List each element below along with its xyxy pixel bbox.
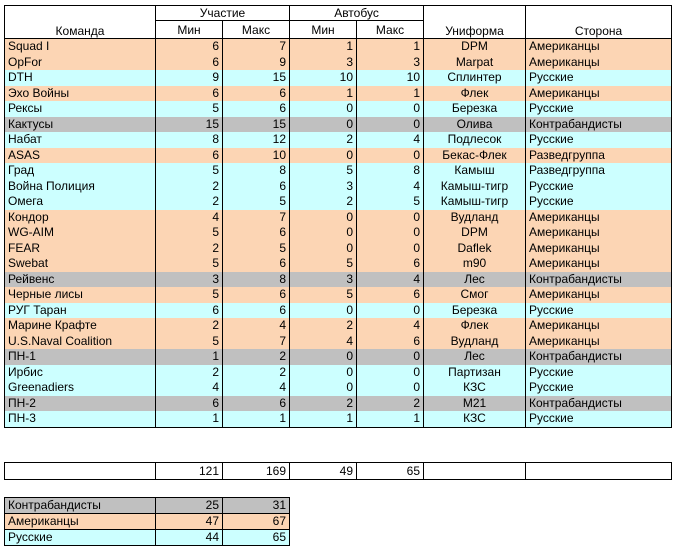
- bus-max-cell: 4: [357, 179, 424, 195]
- teams-table: [4, 5, 672, 428]
- uniform-cell: Вудланд: [424, 210, 526, 226]
- team-name-cell: WG-AIM: [5, 225, 156, 241]
- participation-max-cell: 6: [223, 101, 290, 117]
- team-name-cell: Squad I: [5, 39, 156, 55]
- team-name-cell: ПН-1: [5, 349, 156, 365]
- table-row: [5, 380, 672, 396]
- bus-min-cell: 1: [290, 39, 357, 55]
- header-bus-min: Мин: [290, 21, 357, 39]
- bus-max-cell: 0: [357, 365, 424, 381]
- uniform-cell: Камыш-тигр: [424, 194, 526, 210]
- participation-min-cell: 9: [156, 70, 223, 86]
- uniform-cell: Daflek: [424, 241, 526, 257]
- totals-row: [5, 463, 672, 480]
- bus-min-cell: 2: [290, 132, 357, 148]
- uniform-cell: Смог: [424, 287, 526, 303]
- summary-max-cell: 65: [223, 530, 290, 546]
- table-row: [5, 349, 672, 365]
- bus-max-cell: 0: [357, 380, 424, 396]
- participation-min-cell: 2: [156, 179, 223, 195]
- table-row: [5, 132, 672, 148]
- team-name-cell: Град: [5, 163, 156, 179]
- participation-max-cell: 8: [223, 272, 290, 288]
- participation-min-cell: 3: [156, 272, 223, 288]
- participation-min-cell: 6: [156, 148, 223, 164]
- bus-max-cell: 4: [357, 132, 424, 148]
- participation-max-cell: 6: [223, 179, 290, 195]
- summary-side-cell: Контрабандисты: [5, 498, 156, 514]
- bus-min-cell: 3: [290, 179, 357, 195]
- summary-min-cell: 47: [156, 514, 223, 530]
- participation-max-cell: 5: [223, 241, 290, 257]
- participation-min-cell: 2: [156, 194, 223, 210]
- participation-max-cell: 15: [223, 70, 290, 86]
- header-participation-min: Мин: [156, 21, 223, 39]
- participation-max-cell: 6: [223, 225, 290, 241]
- team-name-cell: ASAS: [5, 148, 156, 164]
- team-name-cell: Набат: [5, 132, 156, 148]
- table-row: [5, 70, 672, 86]
- bus-min-cell: 4: [290, 334, 357, 350]
- table-row: [5, 101, 672, 117]
- uniform-cell: Marpat: [424, 55, 526, 71]
- participation-max-cell: 1: [223, 411, 290, 427]
- participation-min-cell: 2: [156, 318, 223, 334]
- participation-min-cell: 5: [156, 256, 223, 272]
- side-cell: Американцы: [526, 39, 672, 55]
- team-name-cell: Рексы: [5, 101, 156, 117]
- table-row: [5, 256, 672, 272]
- participation-max-cell: 5: [223, 194, 290, 210]
- uniform-cell: m90: [424, 256, 526, 272]
- side-cell: Американцы: [526, 334, 672, 350]
- side-cell: Американцы: [526, 210, 672, 226]
- bus-min-cell: 2: [290, 396, 357, 412]
- bus-min-cell: 0: [290, 380, 357, 396]
- totals-table: [4, 462, 672, 480]
- side-cell: Русские: [526, 132, 672, 148]
- bus-max-cell: 8: [357, 163, 424, 179]
- participation-min-cell: 4: [156, 210, 223, 226]
- bus-max-cell: 6: [357, 334, 424, 350]
- bus-max-cell: 0: [357, 210, 424, 226]
- table-row: [5, 318, 672, 334]
- bus-min-cell: 2: [290, 318, 357, 334]
- bus-max-cell: 1: [357, 411, 424, 427]
- bus-max-cell: 0: [357, 148, 424, 164]
- participation-min-cell: 6: [156, 396, 223, 412]
- team-name-cell: Омега: [5, 194, 156, 210]
- table-row: [5, 225, 672, 241]
- participation-min-cell: 5: [156, 287, 223, 303]
- team-name-cell: FEAR: [5, 241, 156, 257]
- participation-min-cell: 5: [156, 225, 223, 241]
- participation-min-cell: 4: [156, 380, 223, 396]
- bus-min-cell: 0: [290, 148, 357, 164]
- total-bus-min: 49: [290, 463, 357, 480]
- header-bus: Автобус: [290, 6, 424, 21]
- uniform-cell: DPM: [424, 39, 526, 55]
- participation-max-cell: 2: [223, 349, 290, 365]
- bus-max-cell: 0: [357, 101, 424, 117]
- bus-max-cell: 0: [357, 225, 424, 241]
- side-cell: Американцы: [526, 225, 672, 241]
- side-cell: Американцы: [526, 86, 672, 102]
- bus-max-cell: 10: [357, 70, 424, 86]
- team-name-cell: Greenadiers: [5, 380, 156, 396]
- side-cell: Американцы: [526, 241, 672, 257]
- summary-table: [4, 497, 290, 546]
- header-bus-max: Макс: [357, 21, 424, 39]
- side-cell: Контрабандисты: [526, 349, 672, 365]
- side-cell: Русские: [526, 101, 672, 117]
- bus-min-cell: 1: [290, 411, 357, 427]
- team-name-cell: РУГ Таран: [5, 303, 156, 319]
- team-name-cell: Марине Крафте: [5, 318, 156, 334]
- table-row: [5, 272, 672, 288]
- participation-max-cell: 2: [223, 365, 290, 381]
- table-row: [5, 194, 672, 210]
- bus-max-cell: 1: [357, 86, 424, 102]
- table-row: [5, 365, 672, 381]
- side-cell: Американцы: [526, 256, 672, 272]
- side-cell: Контрабандисты: [526, 272, 672, 288]
- uniform-cell: Флек: [424, 86, 526, 102]
- participation-max-cell: 6: [223, 396, 290, 412]
- header-participation: Участие: [156, 6, 290, 21]
- totals-blank-uniform: [424, 463, 526, 480]
- team-name-cell: Война Полиция: [5, 179, 156, 195]
- bus-min-cell: 10: [290, 70, 357, 86]
- participation-min-cell: 6: [156, 303, 223, 319]
- participation-max-cell: 8: [223, 163, 290, 179]
- uniform-cell: M21: [424, 396, 526, 412]
- bus-min-cell: 0: [290, 210, 357, 226]
- uniform-cell: Лес: [424, 272, 526, 288]
- uniform-cell: Березка: [424, 101, 526, 117]
- side-cell: Русские: [526, 303, 672, 319]
- team-name-cell: Рейвенс: [5, 272, 156, 288]
- bus-max-cell: 3: [357, 55, 424, 71]
- bus-max-cell: 0: [357, 117, 424, 133]
- bus-max-cell: 5: [357, 194, 424, 210]
- participation-min-cell: 1: [156, 349, 223, 365]
- bus-max-cell: 1: [357, 39, 424, 55]
- bus-min-cell: 0: [290, 117, 357, 133]
- participation-max-cell: 4: [223, 380, 290, 396]
- team-name-cell: Черные лисы: [5, 287, 156, 303]
- side-cell: Контрабандисты: [526, 396, 672, 412]
- uniform-cell: Бекас-Флек: [424, 148, 526, 164]
- participation-max-cell: 6: [223, 256, 290, 272]
- bus-min-cell: 2: [290, 194, 357, 210]
- participation-min-cell: 5: [156, 334, 223, 350]
- participation-max-cell: 9: [223, 55, 290, 71]
- participation-min-cell: 5: [156, 101, 223, 117]
- participation-min-cell: 5: [156, 163, 223, 179]
- uniform-cell: Партизан: [424, 365, 526, 381]
- bus-max-cell: 2: [357, 396, 424, 412]
- table-row: [5, 39, 672, 55]
- summary-row: [5, 514, 290, 530]
- participation-min-cell: 8: [156, 132, 223, 148]
- bus-min-cell: 0: [290, 349, 357, 365]
- total-bus-max: 65: [357, 463, 424, 480]
- side-cell: Русские: [526, 70, 672, 86]
- uniform-cell: Лес: [424, 349, 526, 365]
- header-team: Команда: [5, 6, 156, 39]
- participation-max-cell: 7: [223, 39, 290, 55]
- header-row-groups: [5, 6, 672, 21]
- totals-blank: [5, 463, 156, 480]
- uniform-cell: Сплинтер: [424, 70, 526, 86]
- total-participation-max: 169: [223, 463, 290, 480]
- table-row: [5, 86, 672, 102]
- participation-max-cell: 7: [223, 210, 290, 226]
- table-row: [5, 55, 672, 71]
- header-side: Сторона: [526, 6, 672, 39]
- bus-min-cell: 3: [290, 272, 357, 288]
- participation-max-cell: 12: [223, 132, 290, 148]
- bus-max-cell: 4: [357, 318, 424, 334]
- header-uniform: Униформа: [424, 6, 526, 39]
- participation-max-cell: 7: [223, 334, 290, 350]
- table-row: [5, 334, 672, 350]
- participation-max-cell: 6: [223, 303, 290, 319]
- table-row: [5, 411, 672, 427]
- team-name-cell: ПН-3: [5, 411, 156, 427]
- team-name-cell: ПН-2: [5, 396, 156, 412]
- uniform-cell: Флек: [424, 318, 526, 334]
- participation-min-cell: 2: [156, 241, 223, 257]
- bus-min-cell: 0: [290, 365, 357, 381]
- bus-min-cell: 3: [290, 55, 357, 71]
- participation-max-cell: 4: [223, 318, 290, 334]
- side-cell: Контрабандисты: [526, 117, 672, 133]
- team-name-cell: Эхо Войны: [5, 86, 156, 102]
- side-cell: Американцы: [526, 55, 672, 71]
- summary-row: [5, 498, 290, 514]
- side-cell: Разведгруппа: [526, 148, 672, 164]
- table-row: [5, 179, 672, 195]
- table-row: [5, 287, 672, 303]
- bus-max-cell: 0: [357, 303, 424, 319]
- bus-min-cell: 0: [290, 303, 357, 319]
- table-row: [5, 117, 672, 133]
- header-participation-max: Макс: [223, 21, 290, 39]
- bus-min-cell: 0: [290, 241, 357, 257]
- bus-max-cell: 6: [357, 287, 424, 303]
- team-name-cell: Swebat: [5, 256, 156, 272]
- participation-min-cell: 15: [156, 117, 223, 133]
- side-cell: Разведгруппа: [526, 163, 672, 179]
- teams-body: [5, 39, 672, 428]
- table-row: [5, 303, 672, 319]
- participation-max-cell: 15: [223, 117, 290, 133]
- bus-min-cell: 5: [290, 256, 357, 272]
- summary-body: [5, 498, 290, 546]
- table-row: [5, 163, 672, 179]
- summary-row: [5, 530, 290, 546]
- summary-side-cell: Русские: [5, 530, 156, 546]
- participation-min-cell: 2: [156, 365, 223, 381]
- side-cell: Русские: [526, 365, 672, 381]
- uniform-cell: Вудланд: [424, 334, 526, 350]
- participation-max-cell: 10: [223, 148, 290, 164]
- bus-max-cell: 4: [357, 272, 424, 288]
- participation-min-cell: 6: [156, 86, 223, 102]
- table-row: [5, 210, 672, 226]
- team-name-cell: Кактусы: [5, 117, 156, 133]
- side-cell: Русские: [526, 179, 672, 195]
- total-participation-min: 121: [156, 463, 223, 480]
- uniform-cell: DPM: [424, 225, 526, 241]
- participation-max-cell: 6: [223, 287, 290, 303]
- side-cell: Американцы: [526, 318, 672, 334]
- bus-max-cell: 0: [357, 241, 424, 257]
- summary-side-cell: Американцы: [5, 514, 156, 530]
- team-name-cell: OpFor: [5, 55, 156, 71]
- table-row: [5, 148, 672, 164]
- bus-min-cell: 0: [290, 101, 357, 117]
- summary-min-cell: 44: [156, 530, 223, 546]
- team-name-cell: U.S.Naval Coalition: [5, 334, 156, 350]
- table-row: [5, 396, 672, 412]
- team-name-cell: Кондор: [5, 210, 156, 226]
- side-cell: Русские: [526, 380, 672, 396]
- uniform-cell: Камыш-тигр: [424, 179, 526, 195]
- summary-max-cell: 67: [223, 514, 290, 530]
- participation-min-cell: 6: [156, 55, 223, 71]
- uniform-cell: Камыш: [424, 163, 526, 179]
- team-name-cell: DTH: [5, 70, 156, 86]
- summary-min-cell: 25: [156, 498, 223, 514]
- bus-max-cell: 0: [357, 349, 424, 365]
- side-cell: Американцы: [526, 287, 672, 303]
- bus-min-cell: 0: [290, 225, 357, 241]
- uniform-cell: Подлесок: [424, 132, 526, 148]
- summary-max-cell: 31: [223, 498, 290, 514]
- participation-max-cell: 6: [223, 86, 290, 102]
- team-name-cell: Ирбис: [5, 365, 156, 381]
- participation-min-cell: 1: [156, 411, 223, 427]
- bus-min-cell: 1: [290, 86, 357, 102]
- uniform-cell: Березка: [424, 303, 526, 319]
- bus-max-cell: 6: [357, 256, 424, 272]
- side-cell: Русские: [526, 411, 672, 427]
- bus-min-cell: 5: [290, 163, 357, 179]
- uniform-cell: КЗС: [424, 380, 526, 396]
- bus-min-cell: 5: [290, 287, 357, 303]
- participation-min-cell: 6: [156, 39, 223, 55]
- uniform-cell: КЗС: [424, 411, 526, 427]
- side-cell: Русские: [526, 194, 672, 210]
- totals-blank-side: [526, 463, 672, 480]
- table-row: [5, 241, 672, 257]
- uniform-cell: Олива: [424, 117, 526, 133]
